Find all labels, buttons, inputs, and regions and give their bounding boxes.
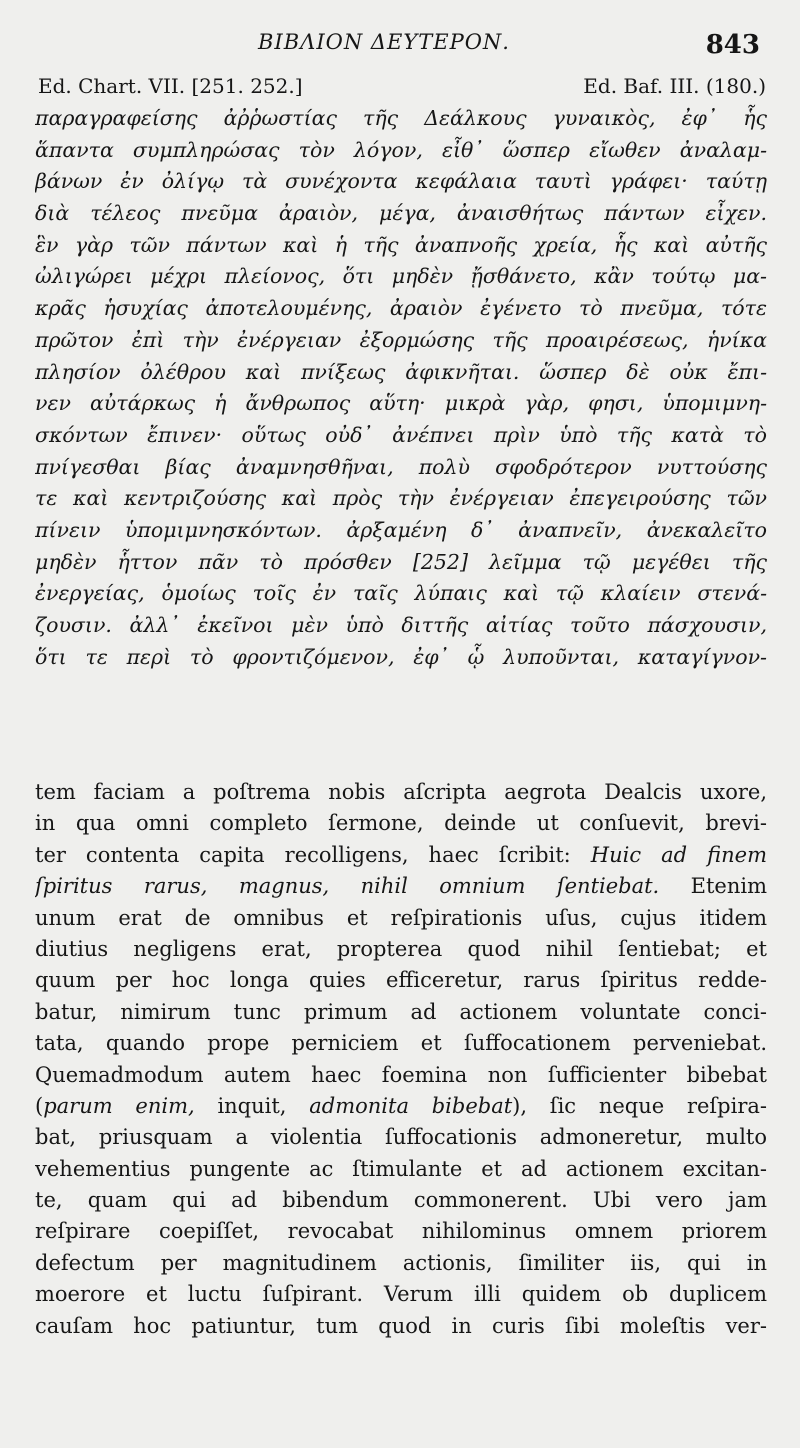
greek-line: ζουσιν. ἀλλ᾽ ἐκεῖνοι μὲν ὑπὸ διττῆς αἰτίας τοῦτο πάσχουσιν, xyxy=(35,613,767,637)
greek-text-block xyxy=(35,103,767,673)
latin-line xyxy=(35,1028,767,1059)
greek-line: ἅπαντα συμπληρώσας τὸν λόγον, εἶθ᾽ ὥσπερ εἴωθεν ἀναλαμ- xyxy=(35,137,767,162)
greek-line: πίνειν ὑπομιμνησκόντων. ἀρξαμένη δ᾽ ἀναπνεῖν, ἀνεκαλεῖτο xyxy=(35,517,767,542)
greek-line: νεν αὐτάρκως ἡ ἄνθρωπος αὕτη· μικρὰ γὰρ, φησι, ὑπομιμνη- xyxy=(35,391,767,416)
latin-text: ( xyxy=(35,1093,44,1118)
greek-line: ὠλιγώρει μέχρι πλείονος, ὅτι μηδὲν ᾔσθάνετο, κἂν τούτῳ μα- xyxy=(35,264,767,289)
latin-line xyxy=(35,1060,767,1091)
latin-line xyxy=(35,934,767,965)
latin-line xyxy=(35,1311,767,1342)
greek-line: κρᾶς ἡσυχίας ἀποτελουμένης, ἀραιὸν ἐγένετο τὸ πνεῦμα, τότε xyxy=(35,296,767,321)
latin-text: ), ſic neque reſpira- xyxy=(512,1093,767,1118)
latin-line xyxy=(35,1216,767,1247)
latin-text: quum per hoc longa quies efficeretur, rarus ſpiritus redde- xyxy=(35,968,767,993)
edition-reference-left: Ed. Chart. VII. [251. 252.] xyxy=(38,74,303,98)
greek-line: ὅτι τε περὶ τὸ φροντιζόμενον, ἐφ᾽ ᾧ λυποῦνται, καταγίγνον- xyxy=(35,644,767,669)
latin-line xyxy=(35,965,767,996)
greek-line: παραγραφείσης ἀῤῥωστίας τῆς Δεάλκους γυναικὸς, ἐφ᾽ ἧς xyxy=(35,106,767,130)
latin-line xyxy=(35,1154,767,1185)
latin-text: batur, nimirum tunc primum ad actionem voluntate conci- xyxy=(35,999,767,1024)
greek-line: βάνων ἐν ὀλίγῳ τὰ συνέχοντα κεφάλαια ταυτὶ γράφει· ταύτῃ xyxy=(35,169,767,194)
latin-text: reſpirare coepiſſet, revocabat nihilominus omnem priorem xyxy=(35,1219,767,1244)
latin-line xyxy=(35,1248,767,1279)
latin-text: unum erat de omnibus et reſpirationis uſus, cujus itidem xyxy=(35,905,767,930)
greek-line: διὰ τέλεος πνεῦμα ἀραιὸν, μέγα, ἀναισθήτως πάντων εἶχεν. xyxy=(35,201,767,226)
latin-text: bat, priusquam a violentia ſuffocationis admoneretur, multo xyxy=(35,1125,767,1150)
edition-reference-right: Ed. Baf. III. (180.) xyxy=(583,74,766,98)
latin-line xyxy=(35,777,767,808)
latin-line xyxy=(35,903,767,934)
latin-quote-italic: parum enim, xyxy=(43,1093,195,1118)
greek-line: πρῶτον ἐπὶ τὴν ἐνέργειαν ἐξορμώσης τῆς προαιρέσεως, ἡνίκα xyxy=(35,327,767,352)
greek-line: ἐνεργείας, ὁμοίως τοῖς ἐν ταῖς λύπαις καὶ τῷ κλαίειν στενά- xyxy=(35,581,767,606)
latin-text: ter contenta capita recolligens, haec ſcribit: xyxy=(35,842,591,867)
latin-text-block xyxy=(35,777,767,1342)
latin-text: Etenim xyxy=(659,874,767,899)
latin-line xyxy=(35,1279,767,1310)
greek-line: πλησίον ὀλέθρου καὶ πνίξεως ἀφικνῆται. ὥσπερ δὲ οὐκ ἔπι- xyxy=(35,359,767,384)
latin-line xyxy=(35,1185,767,1216)
latin-text: diutius negligens erat, propterea quod nihil ſentiebat; et xyxy=(35,936,767,961)
latin-quote-italic: ſpiritus rarus, magnus, nihil omnium ſentiebat. xyxy=(35,874,660,899)
latin-text: in qua omni completo ſermone, deinde ut conſuevit, brevi- xyxy=(35,811,767,836)
latin-text: inquit, xyxy=(194,1093,310,1118)
latin-line xyxy=(35,1091,767,1122)
latin-text: cauſam hoc patiuntur, tum quod in curis ſibi moleſtis ver- xyxy=(35,1313,767,1338)
latin-text: tem faciam a poſtrema nobis aſcripta aegrota Dealcis uxore, xyxy=(35,780,767,804)
latin-line xyxy=(35,871,767,902)
page-number: 843 xyxy=(705,30,760,60)
latin-quote-italic: admonita bibebat xyxy=(309,1093,513,1118)
greek-line: πνίγεσθαι βίας ἀναμνησθῆναι, πολὺ σφοδρότερον νυττούσης xyxy=(35,454,767,479)
latin-text: te, quam qui ad bibendum commonerent. Ubi vero jam xyxy=(35,1188,767,1213)
latin-line xyxy=(35,1122,767,1153)
latin-text: vehementius pungente ac ſtimulante et ad actionem excitan- xyxy=(35,1156,767,1181)
latin-line xyxy=(35,840,767,871)
latin-quote-italic: Huic ad finem xyxy=(590,842,767,867)
latin-text: Quemadmodum autem haec foemina non ſufficienter bibebat xyxy=(35,1062,767,1087)
latin-text: defectum per magnitudinem actionis, ſimiliter iis, qui in xyxy=(35,1250,767,1275)
greek-line: μηδὲν ἧττον πᾶν τὸ πρόσθεν [252] λεῖμμα τῷ μεγέθει τῆς xyxy=(35,549,767,574)
latin-line xyxy=(35,997,767,1028)
greek-line: σκόντων ἔπινεν· οὕτως οὐδ᾽ ἀνέπνει πρὶν ὑπὸ τῆς κατὰ τὸ xyxy=(35,422,767,447)
latin-text: moerore et luctu ſuſpirant. Verum illi quidem ob duplicem xyxy=(35,1282,767,1307)
latin-text: tata, quando prope perniciem et ſuffocationem perveniebat. xyxy=(35,1031,767,1056)
running-title: ΒΙΒΛΙΟΝ ΔΕΥΤΕΡΟΝ. xyxy=(258,30,510,54)
greek-line: τε καὶ κεντριζούσης καὶ πρὸς τὴν ἐνέργειαν ἐπεγειρούσης τῶν xyxy=(35,486,767,511)
latin-line xyxy=(35,808,767,839)
greek-line: ἓν γὰρ τῶν πάντων καὶ ἡ τῆς ἀναπνοῆς χρεία, ἧς καὶ αὐτῆς xyxy=(35,232,767,257)
